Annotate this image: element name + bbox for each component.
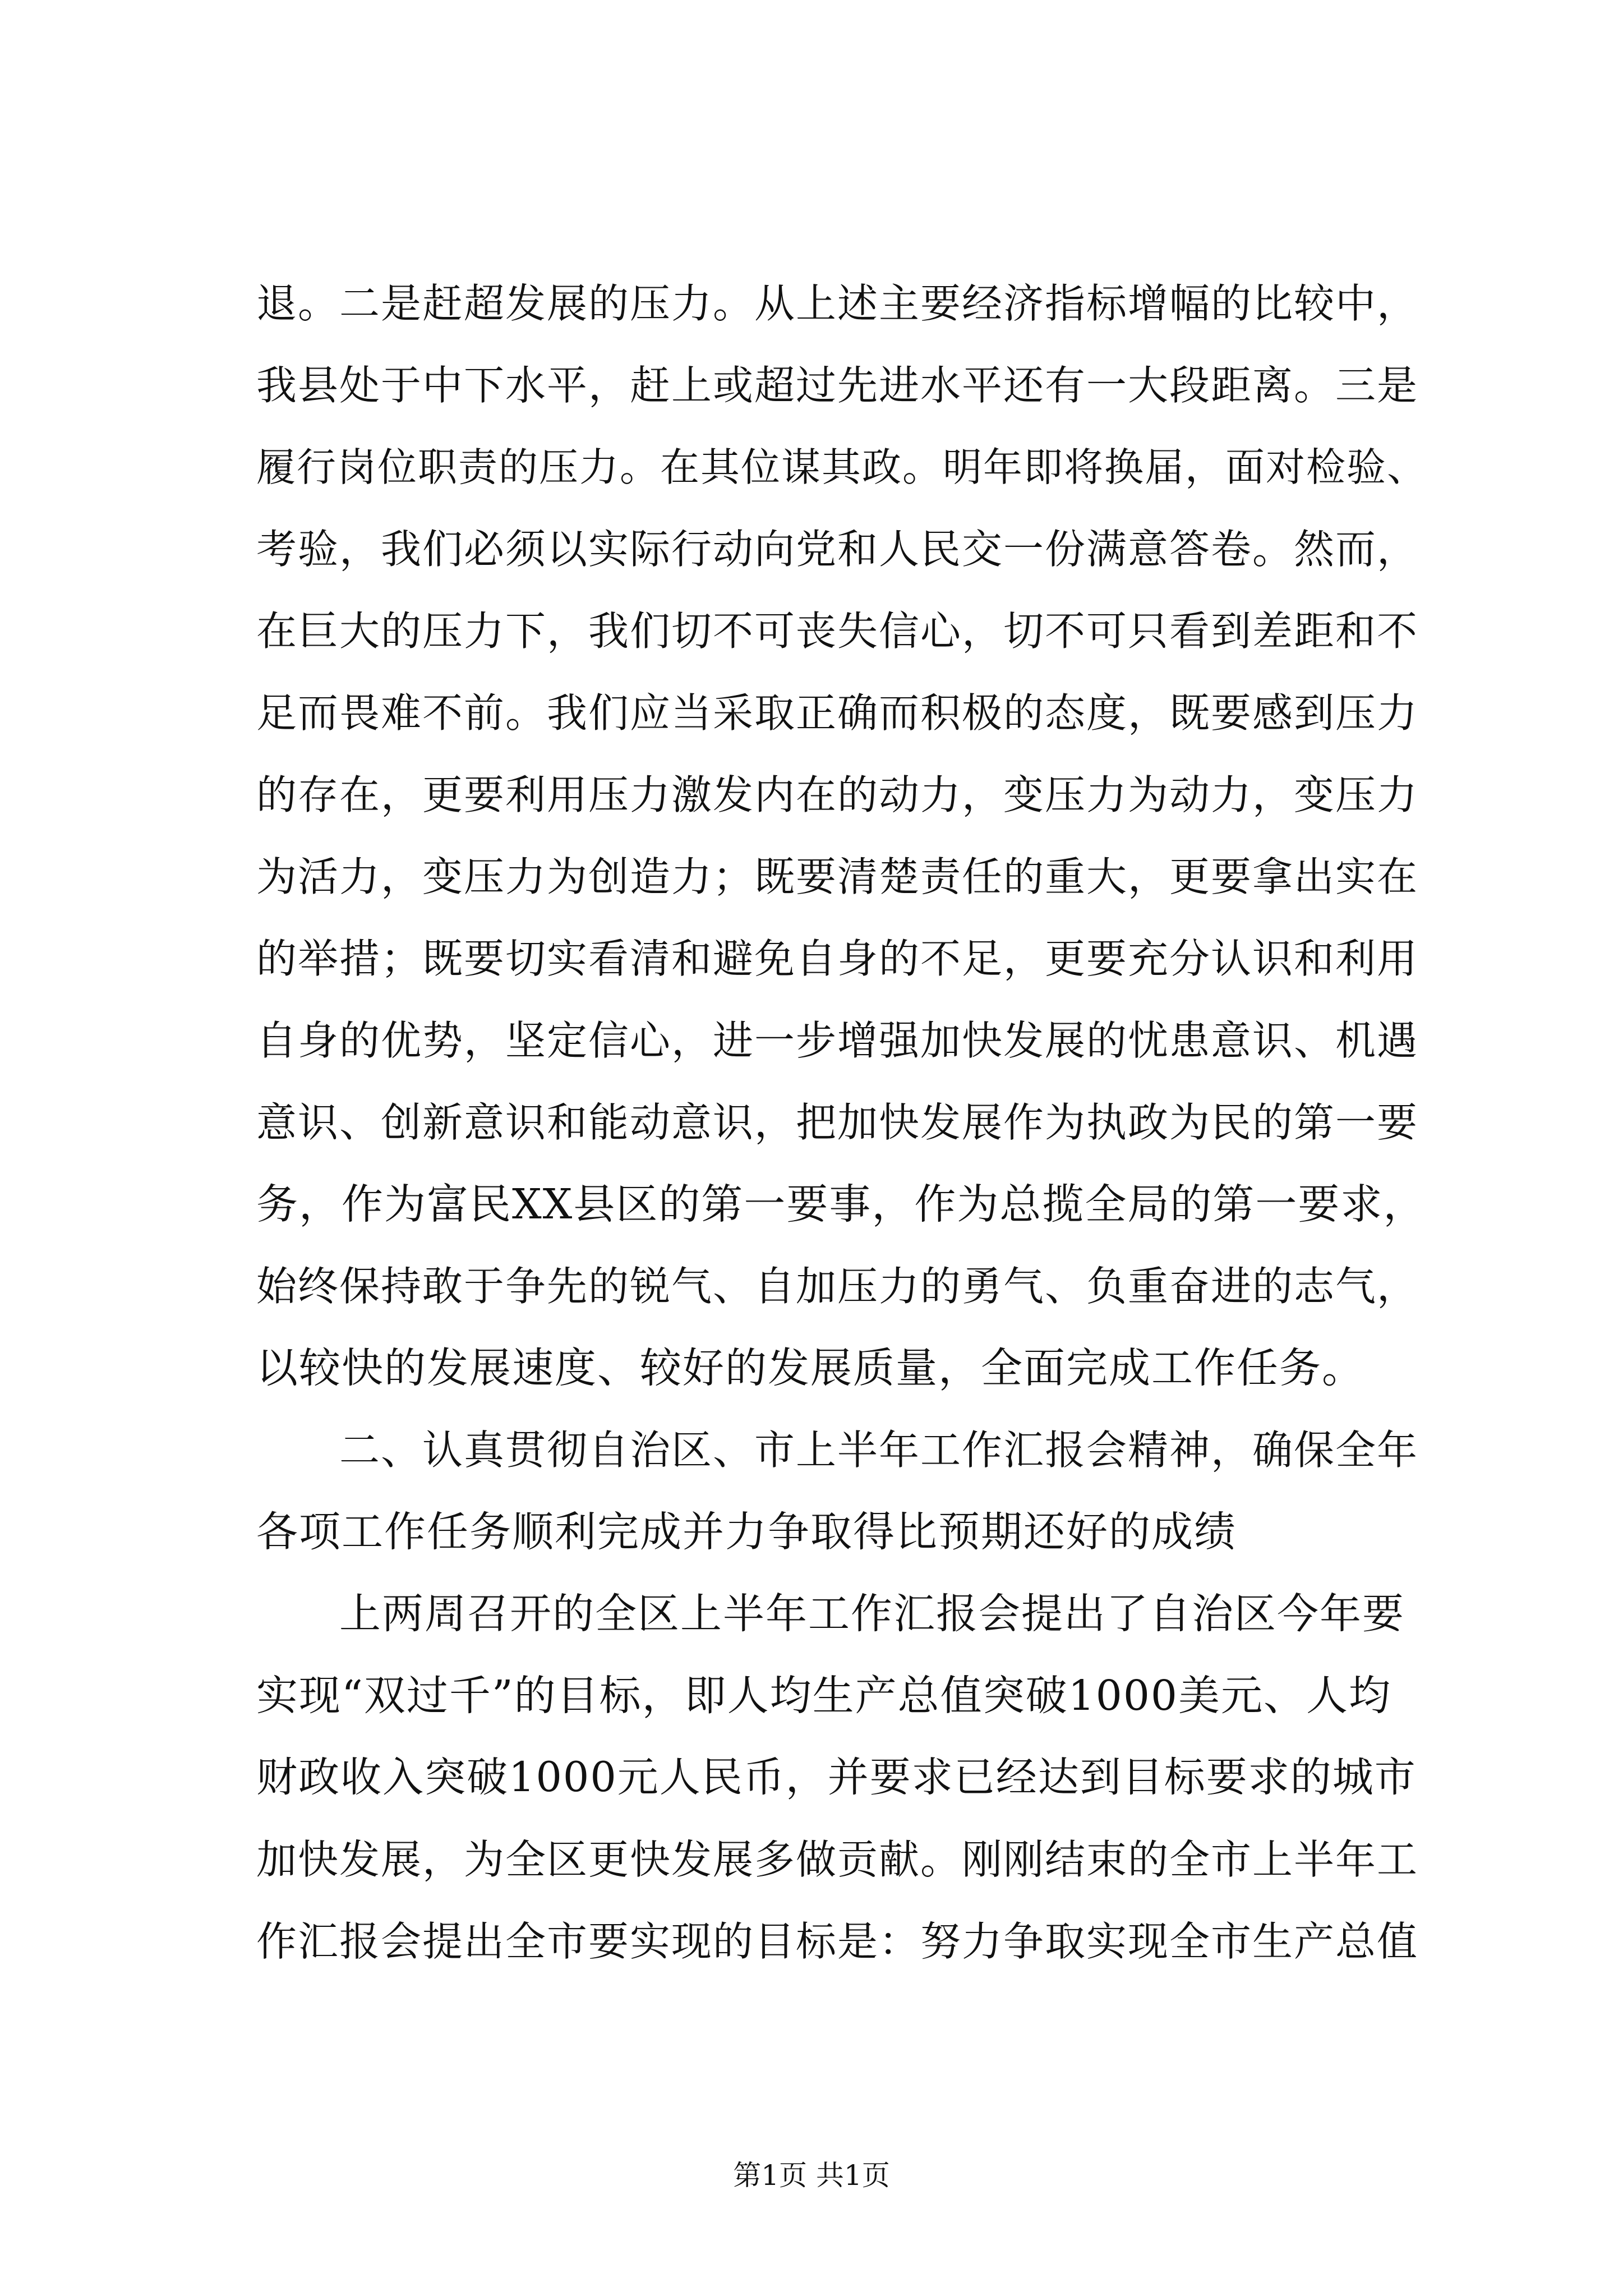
text-line: 为活力，变压力为创造力；既要清楚责任的重大，更要拿出实在 (256, 853, 1419, 900)
page-number-footer: 第1页 共1页 (733, 2159, 890, 2192)
text-line: 意识、创新意识和能动意识，把加快发展作为执政为民的第一要 (256, 1099, 1419, 1146)
text-line: 的举措；既要切实看清和避免自身的不足，更要充分认识和利用 (256, 935, 1419, 982)
text-line: 退。二是赶超发展的压力。从上述主要经济指标增幅的比较中， (256, 280, 1419, 327)
section-heading-line: 二、认真贯彻自治区、市上半年工作汇报会精神，确保全年 (339, 1427, 1419, 1474)
text-line: 我县处于中下水平，赶上或超过先进水平还有一大段距离。三是 (256, 362, 1419, 409)
text-line: 作汇报会提出全市要实现的目标是：努力争取实现全市生产总值 (256, 1918, 1419, 1965)
text-line: 加快发展，为全区更快发展多做贡献。刚刚结束的全市上半年工 (256, 1836, 1419, 1883)
text-line: 足而畏难不前。我们应当采取正确而积极的态度，既要感到压力 (256, 689, 1419, 737)
text-line: 上两周召开的全区上半年工作汇报会提出了自治区今年要 (339, 1590, 1405, 1638)
text-line: 履行岗位职责的压力。在其位谋其政。明年即将换届，面对检验、 (256, 444, 1427, 490)
text-line: 实现“双过千”的目标，即人均生产总值突破1000美元、人均 (256, 1672, 1391, 1720)
text-line: 的存在，更要利用压力激发内在的动力，变压力为动力，变压力 (256, 771, 1419, 818)
section-heading-line: 各项工作任务顺利完成并力争取得比预期还好的成绩 (256, 1508, 1237, 1556)
text-line: 在巨大的压力下，我们切不可丧失信心，切不可只看到差距和不 (256, 608, 1419, 655)
text-line: 以较快的发展速度、较好的发展质量，全面完成工作任务。 (256, 1344, 1364, 1392)
text-line: 始终保持敢于争先的锐气、自加压力的勇气、负重奋进的志气， (256, 1263, 1419, 1310)
text-line: 财政收入突破1000元人民币，并要求已经达到目标要求的城市 (256, 1754, 1417, 1801)
text-line: 务，作为富民XX县区的第一要事，作为总揽全局的第一要求， (256, 1180, 1426, 1228)
text-line: 自身的优势，坚定信心，进一步增强加快发展的忧患意识、机遇 (256, 1017, 1419, 1064)
document-body (256, 263, 1428, 1982)
text-line: 考验，我们必须以实际行动向党和人民交一份满意答卷。然而， (256, 526, 1419, 573)
